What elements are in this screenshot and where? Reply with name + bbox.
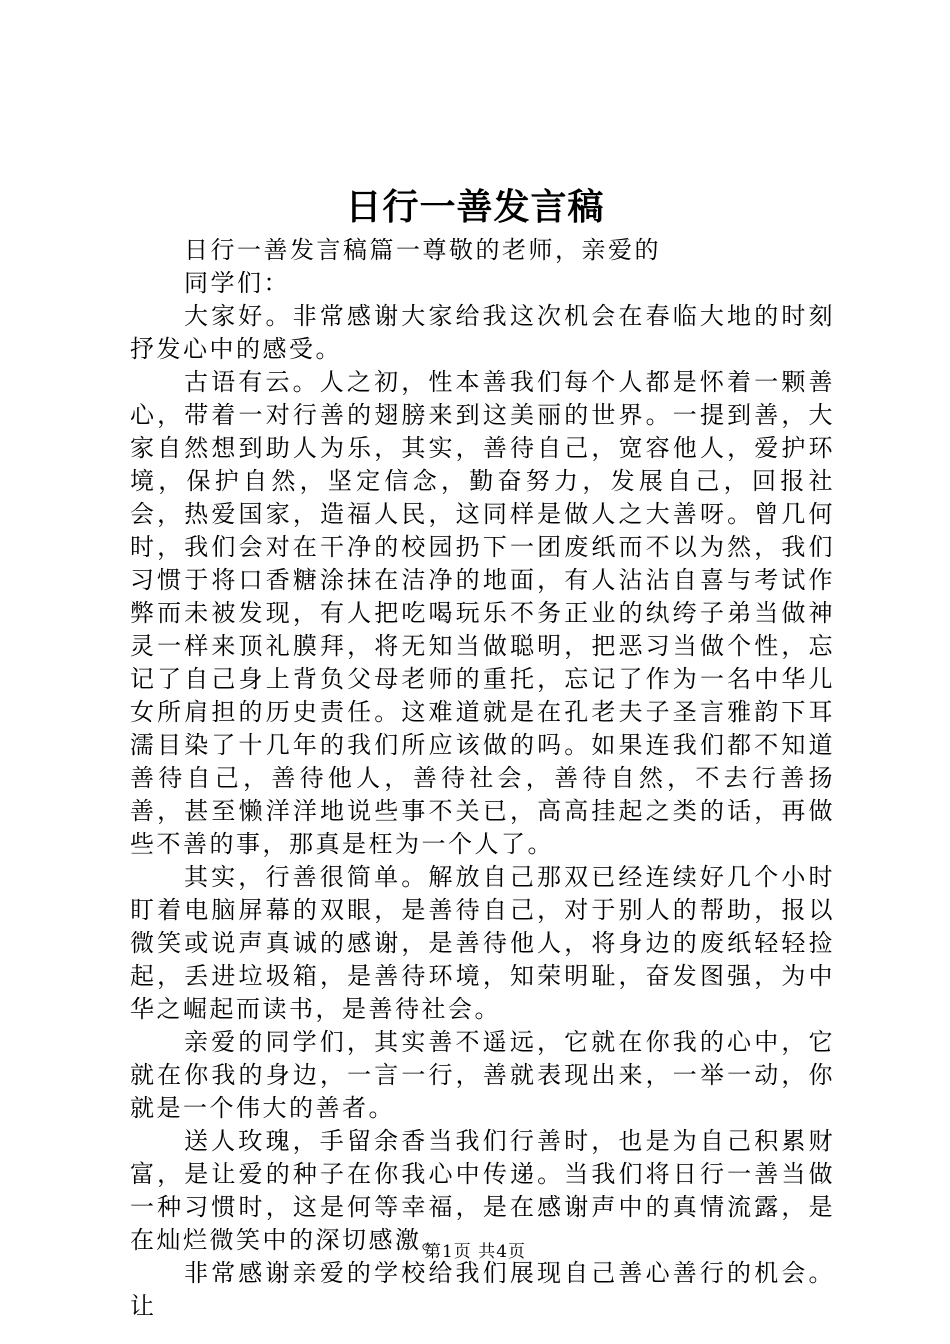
paragraph-classmates: 亲爱的同学们，其实善不遥远，它就在你我的心中，它就在你我的身边，一言一行，善就表现出来，一举一动，你就是一个伟大的善者。 (130, 1028, 835, 1122)
page-number-footer: 第1页 共4页 (423, 1242, 527, 1262)
document-title: 日行一善发言稿 (345, 187, 605, 228)
paragraph-salutation: 同学们： (184, 269, 290, 297)
paragraph-greeting: 大家好。非常感谢大家给我这次机会在春临大地的时刻抒发心中的感受。 (130, 302, 835, 363)
document-body (130, 234, 835, 1323)
paragraph-roses: 送人玫瑰，手留余香当我们行善时，也是为自己积累财富，是让爱的种子在你我心中传递。当我们将日行一善当做一种习惯时，这是何等幸福，是在感谢声中的真情流露，是在灿烂微笑中的深切感激。 (130, 1127, 835, 1254)
paragraph-thanks: 非常感谢亲爱的学校给我们展现自己善心善行的机会。让 (130, 1259, 835, 1320)
paragraph-opening: 日行一善发言稿篇一尊敬的老师，亲爱的 (184, 236, 661, 264)
paragraph-ancient-saying: 古语有云。人之初，性本善我们每个人都是怀着一颗善心，带着一对行善的翅膀来到这美丽的世界。一提到善，大家自然想到助人为乐，其实，善待自己，宽容他人，爱护环境，保护自然，坚定信念，勤奋努力，发展自己，回报社会，热爱国家，造福人民，这同样是做人之大善呀。曾几何时，我们会对在干净的校园扔下一团废纸而不以为然，我们习惯于将口香糖涂抹在洁净的地面，有人沾沾自喜与考试作弊而未被发现，有人把吃喝玩乐不务正业的纨绔子弟当做神灵一样来顶礼膜拜，将无知当做聪明，把恶习当做个性，忘记了自己身上背负父母老师的重托，忘记了作为一名中华儿女所肩担的历史责任。这难道就是在孔老夫子圣言雅韵下耳濡目染了十几年的我们所应该做的吗。如果连我们都不知道善待自己，善待他人，善待社会，善待自然，不去行善扬善，甚至懒洋洋地说些事不关已，高高挂起之类的话，再做些不善的事，那真是枉为一个人了。 (130, 368, 835, 858)
paragraph-simple-kindness: 其实，行善很简单。解放自己那双已经连续好几个小时盯着电脑屏幕的双眼，是善待自己，对于别人的帮助，报以微笑或说声真诚的感谢，是善待他人，将身边的废纸轻轻捡起，丢进垃圾箱，是善待环境，知荣明耻，奋发图强，为中华之崛起而读书，是善待社会。 (130, 863, 835, 1023)
